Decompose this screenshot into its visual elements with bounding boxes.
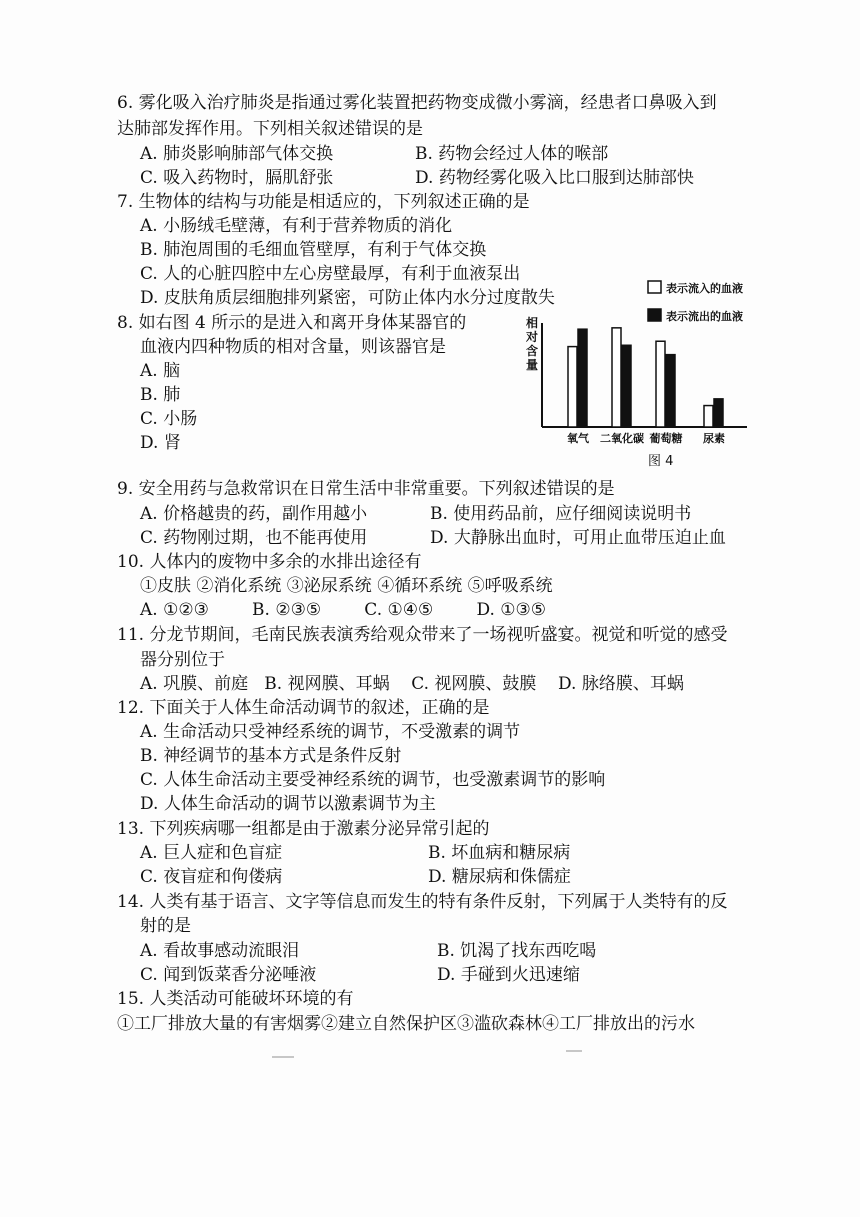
bar-outflow-0 xyxy=(578,329,587,427)
q7-option-d: D. 皮肤角质层细胞排列紧密，可防止体内水分过度散失 xyxy=(140,288,555,308)
q14-option-d: D. 手碰到火迅速缩 xyxy=(437,965,580,985)
q14-option-c: C. 闻到饭菜香分泌唾液 xyxy=(140,965,317,985)
legend-swatch-1 xyxy=(648,309,661,321)
q10-stem: 10. 人体内的废物中多余的水排出途径有 xyxy=(117,552,422,572)
q9-option-b: B. 使用药品前，应仔细阅读说明书 xyxy=(430,504,692,524)
x-tick-label: 尿素 xyxy=(703,432,725,445)
x-tick-label: 氧气 xyxy=(567,432,589,445)
q8-option-c: C. 小肠 xyxy=(140,409,198,429)
q9-option-d: D. 大静脉出血时，可用止血带压迫止血 xyxy=(430,528,726,548)
q7-option-a: A. 小肠绒毛壁薄，有利于营养物质的消化 xyxy=(140,216,453,236)
q7-option-b: B. 肺泡周围的毛细血管壁厚，有利于气体交换 xyxy=(140,240,487,260)
chart-x-tick-labels xyxy=(567,431,725,445)
q8-stem-line1: 8. 如右图 4 所示的是进入和离开身体某器官的 xyxy=(117,313,467,333)
x-tick-label: 葡萄糖 xyxy=(649,432,683,445)
q8-option-b: B. 肺 xyxy=(140,385,181,405)
q14-stem-line1: 14. 人类有基于语言、文字等信息而发生的特有条件反射，下列属于人类特有的反 xyxy=(117,892,728,912)
q13-option-d: D. 糖尿病和侏儒症 xyxy=(428,867,571,887)
q6-stem-line2: 达肺部发挥作用。下列相关叙述错误的是 xyxy=(117,119,423,139)
q11-stem-line1: 11. 分龙节期间，毛南民族表演秀给观众带来了一场视听盛宴。视觉和听觉的感受 xyxy=(117,625,728,645)
q10-items: ①皮肤 ②消化系统 ③泌尿系统 ④循环系统 ⑤呼吸系统 xyxy=(140,576,553,596)
legend-label-1: 表示流出的血液 xyxy=(666,310,743,323)
bar-outflow-3 xyxy=(714,399,723,427)
q12-option-c: C. 人体生命活动主要受神经系统的调节，也受激素调节的影响 xyxy=(140,770,606,790)
bar-inflow-1 xyxy=(612,328,621,427)
q7-option-c: C. 人的心脏四腔中左心房壁最厚，有利于血液泵出 xyxy=(140,264,521,284)
x-tick-label: 二氧化碳 xyxy=(600,432,644,445)
q11-options: A. 巩膜、前庭 B. 视网膜、耳蜗 C. 视网膜、鼓膜 D. 脉络膜、耳蜗 xyxy=(140,674,684,694)
q13-option-a: A. 巨人症和色盲症 xyxy=(140,843,283,863)
bar-outflow-2 xyxy=(666,355,675,427)
q6-option-c: C. 吸入药物时，膈肌舒张 xyxy=(140,168,334,188)
legend-swatch-0 xyxy=(648,281,661,293)
chart-bars xyxy=(568,328,723,427)
q15-stem: 15. 人类活动可能破坏环境的有 xyxy=(117,989,354,1009)
q8-option-a: A. 脑 xyxy=(140,361,181,381)
q14-option-a: A. 看故事感动流眼泪 xyxy=(140,941,300,961)
q9-option-c: C. 药物刚过期，也不能再使用 xyxy=(140,528,368,548)
q12-option-b: B. 神经调节的基本方式是条件反射 xyxy=(140,746,402,766)
bar-inflow-0 xyxy=(568,347,577,427)
bar-outflow-1 xyxy=(622,345,631,427)
q6-option-b: B. 药物会经过人体的喉部 xyxy=(415,144,609,164)
chart-ylabel-text: 相对含量 xyxy=(526,316,539,372)
q8-stem-line2: 血液内四种物质的相对含量，则该器官是 xyxy=(140,337,446,357)
legend-label-0: 表示流入的血液 xyxy=(666,282,743,295)
q6-stem-line1: 6. 雾化吸入治疗肺炎是指通过雾化装置把药物变成微小雾滴，经患者口鼻吸入到 xyxy=(117,93,717,113)
q6-option-a: A. 肺炎影响肺部气体交换 xyxy=(140,144,334,164)
q14-stem-line2: 射的是 xyxy=(140,916,191,936)
figure-4-chart xyxy=(520,275,760,475)
scan-smudge xyxy=(272,1056,294,1058)
bar-inflow-3 xyxy=(704,406,713,427)
q8-option-d: D. 肾 xyxy=(140,433,181,453)
chart-legend xyxy=(648,281,743,323)
chart-caption: 图 4 xyxy=(648,454,674,469)
q9-option-a: A. 价格越贵的药，副作用越小 xyxy=(140,504,368,524)
scan-smudge xyxy=(566,1050,582,1052)
q12-stem: 12. 下面关于人体生命活动调节的叙述，正确的是 xyxy=(117,698,490,718)
q13-option-b: B. 坏血病和糖尿病 xyxy=(428,843,571,863)
q12-option-a: A. 生命活动只受神经系统的调节，不受激素的调节 xyxy=(140,722,521,742)
q13-option-c: C. 夜盲症和佝偻病 xyxy=(140,867,283,887)
q10-options: A. ①②③ B. ②③⑤ C. ①④⑤ D. ①③⑤ xyxy=(140,600,546,620)
chart-ylabel xyxy=(525,315,538,372)
bar-inflow-2 xyxy=(656,341,665,427)
q15-items: ①工厂排放大量的有害烟雾②建立自然保护区③滥砍森林④工厂排放出的污水 xyxy=(117,1014,695,1034)
q9-stem: 9. 安全用药与急救常识在日常生活中非常重要。下列叙述错误的是 xyxy=(117,479,615,499)
q11-stem-line2: 器分别位于 xyxy=(140,650,225,670)
q7-stem: 7. 生物体的结构与功能是相适应的，下列叙述正确的是 xyxy=(117,192,530,212)
q14-option-b: B. 饥渴了找东西吃喝 xyxy=(437,941,597,961)
q12-option-d: D. 人体生命活动的调节以激素调节为主 xyxy=(140,794,436,814)
q13-stem: 13. 下列疾病哪一组都是由于激素分泌异常引起的 xyxy=(117,819,490,839)
q6-option-d: D. 药物经雾化吸入比口服到达肺部快 xyxy=(415,168,694,188)
